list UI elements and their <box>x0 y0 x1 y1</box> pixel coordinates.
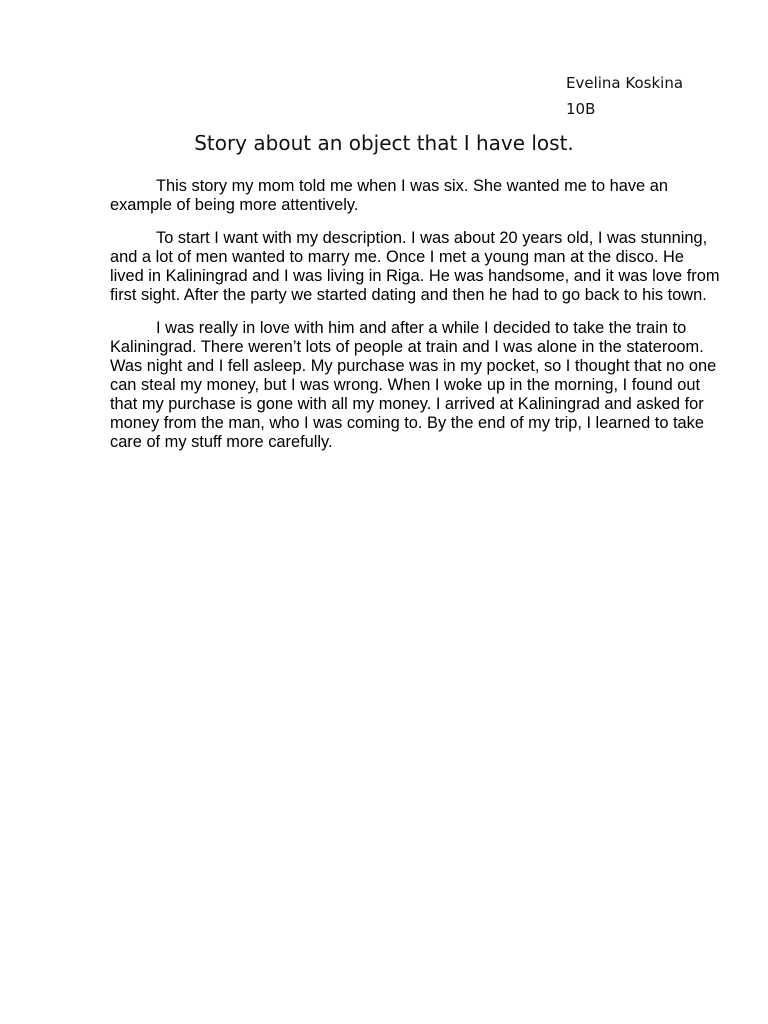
author-name: Evelina Koskina <box>566 74 684 92</box>
paragraph-2: To start I want with my description. I was about 20 years old, I was stunning, and a lot of men wanted to marry me. Once I met a young man at the disco. He lived in Kaliningrad and I was living in Riga. He was handsome, and it was love from first sight. After the party we started dating and then he had to go back to his town. <box>110 229 720 304</box>
author-block <box>566 70 683 122</box>
paragraph-3: I was really in love with him and after a while I decided to take the train to Kaliningrad. There weren’t lots of people at train and I was alone in the stateroom. Was night and I fell asleep. My purchase was in my pocket, so I thought that no one can steal my money, but I was wrong. When I woke up in the morning, I found out that my purchase is gone with all my money. I arrived at Kaliningrad and asked for money from the man, who I was coming to. By the end of my trip, I learned to take care of my stuff more carefully. <box>110 319 717 451</box>
document-body <box>110 177 720 466</box>
document-title: Story about an object that I have lost. <box>194 131 574 155</box>
paragraph-1: This story my mom told me when I was six. She wanted me to have an example of being more attentively. <box>110 177 668 214</box>
author-class: 10B <box>566 100 596 118</box>
